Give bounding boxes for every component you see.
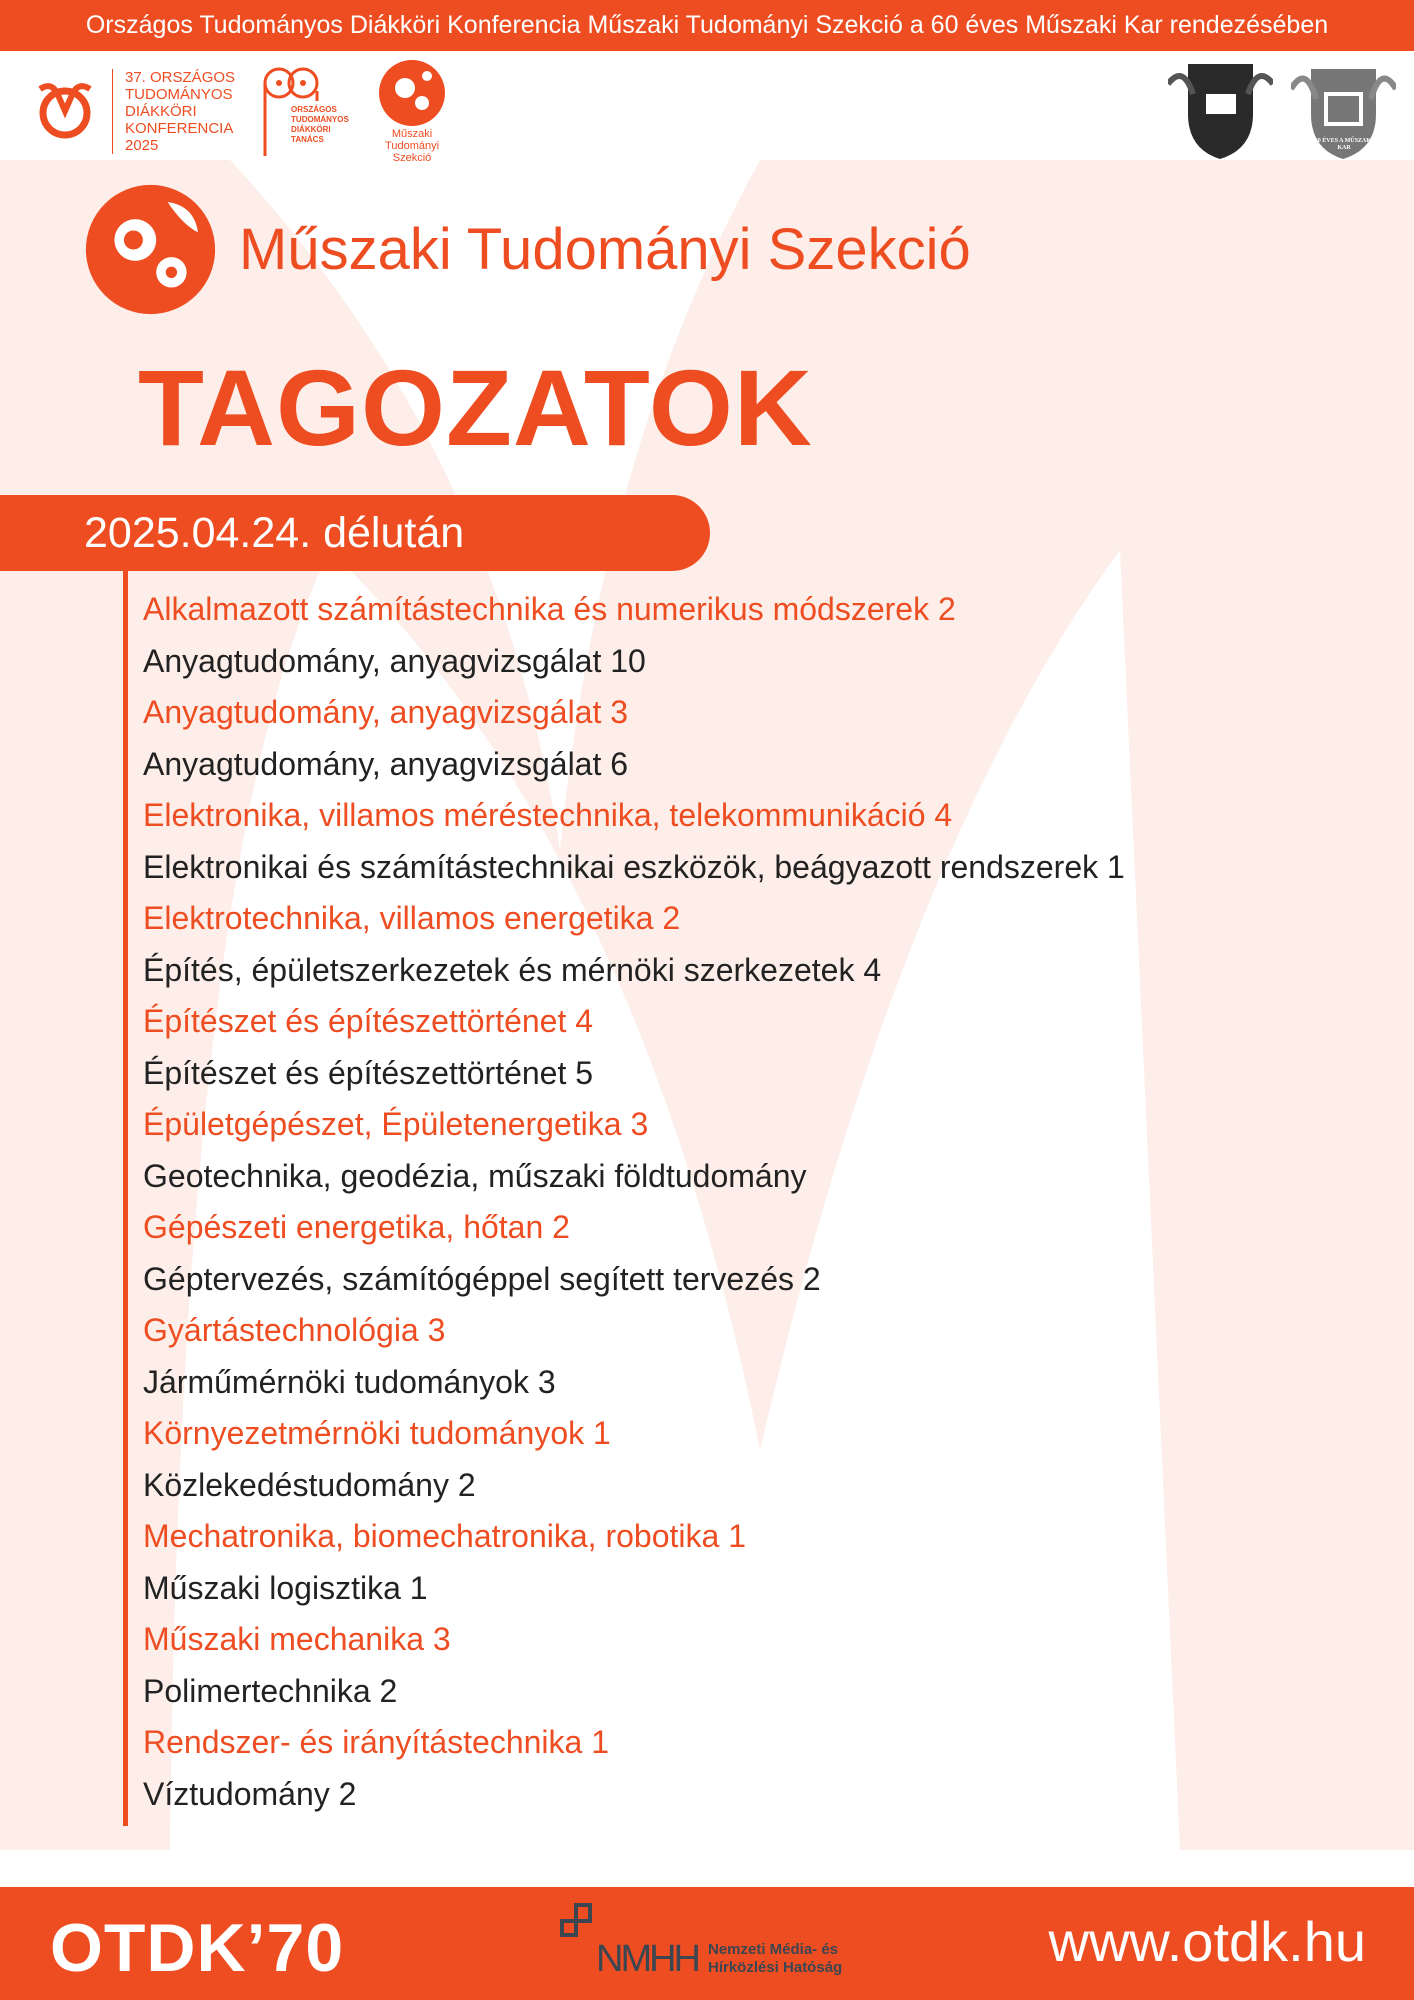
list-item: Építészet és építészettörténet 5 bbox=[143, 1054, 594, 1091]
university-crests bbox=[1168, 54, 1396, 164]
university-crest-icon bbox=[1168, 54, 1273, 164]
list-item: Gépészeti energetika, hőtan 2 bbox=[143, 1209, 570, 1245]
top-banner: Országos Tudományos Diákköri Konferencia Műszaki Tudományi Szekció a 60 éves Műszaki Kar rendezésében bbox=[0, 0, 1414, 51]
crest-text: 60 ÉVES A MŰSZAKI KAR bbox=[1314, 138, 1374, 151]
list-item: Környezetmérnöki tudományok 1 bbox=[143, 1415, 611, 1451]
otdk70-logo: OTDK’70 bbox=[50, 1910, 345, 1986]
list-item: Rendszer- és irányítástechnika 1 bbox=[143, 1724, 609, 1760]
footer bbox=[0, 1887, 1414, 2000]
list-item: Gyártástechnológia 3 bbox=[143, 1312, 446, 1348]
otdt-logo-text: ORSZÁGOS TUDOMÁNYOS DIÁKKÖRI TANÁCS bbox=[291, 105, 349, 144]
list-item: Elektronika, villamos méréstechnika, telekommunikáció 4 bbox=[143, 797, 953, 833]
list-item: Víztudomány 2 bbox=[143, 1775, 357, 1812]
section-header bbox=[84, 183, 971, 316]
mts-logo: Műszaki Tudományi Szekció bbox=[367, 58, 457, 164]
owl-logo bbox=[251, 61, 351, 161]
list-item: Anyagtudomány, anyagvizsgálat 6 bbox=[143, 745, 629, 782]
list-item: Anyagtudomány, anyagvizsgálat 3 bbox=[143, 694, 629, 730]
nmhh-logo: NMHH Nemzeti Média- és Hírközlési Hatóság bbox=[560, 1901, 842, 1977]
faculty-60-crest bbox=[1291, 54, 1396, 164]
website-link[interactable]: www.otdk.hu bbox=[1048, 1910, 1366, 1973]
list-item: Műszaki mechanika 3 bbox=[143, 1621, 451, 1657]
nmhh-cubes-icon bbox=[560, 1901, 600, 1941]
list-item: Elektrotechnika, villamos energetika 2 bbox=[143, 900, 681, 936]
list-item: Anyagtudomány, anyagvizsgálat 10 bbox=[143, 642, 646, 679]
list-item: Építés, épületszerkezetek és mérnöki szerkezetek 4 bbox=[143, 951, 882, 988]
gear-globe-icon bbox=[84, 183, 217, 316]
page-title: TAGOZATOK bbox=[138, 347, 813, 468]
list-item: Géptervezés, számítógéppel segített tervezés 2 bbox=[143, 1260, 821, 1297]
otdk-conf-text: 37. ORSZÁGOS TUDOMÁNYOS DIÁKKÖRI KONFERENCIA 2025 bbox=[112, 69, 235, 154]
header-logos bbox=[34, 58, 457, 164]
list-item: Alkalmazott számítástechnika és numerikus módszerek 2 bbox=[143, 591, 956, 627]
list-item: Építészet és építészettörténet 4 bbox=[143, 1003, 594, 1039]
list-item: Elektronikai és számítástechnikai eszközök, beágyazott rendszerek 1 bbox=[143, 848, 1125, 885]
list-item: Geotechnika, geodézia, műszaki földtudomány bbox=[143, 1157, 807, 1194]
section-title: Műszaki Tudományi Szekció bbox=[239, 217, 971, 282]
section-list bbox=[123, 571, 1125, 1826]
list-item: Járműmérnöki tudományok 3 bbox=[143, 1363, 556, 1400]
gear-globe-icon bbox=[377, 58, 447, 128]
otdk-logo-icon bbox=[34, 81, 96, 141]
list-item: Épületgépészet, Épületenergetika 3 bbox=[143, 1106, 649, 1142]
list-item: Műszaki logisztika 1 bbox=[143, 1569, 428, 1606]
list-item: Közlekedéstudomány 2 bbox=[143, 1466, 476, 1503]
list-item: Mechatronika, biomechatronika, robotika 1 bbox=[143, 1518, 746, 1554]
list-item: Polimertechnika 2 bbox=[143, 1672, 398, 1709]
date-banner: 2025.04.24. délután bbox=[0, 495, 710, 571]
